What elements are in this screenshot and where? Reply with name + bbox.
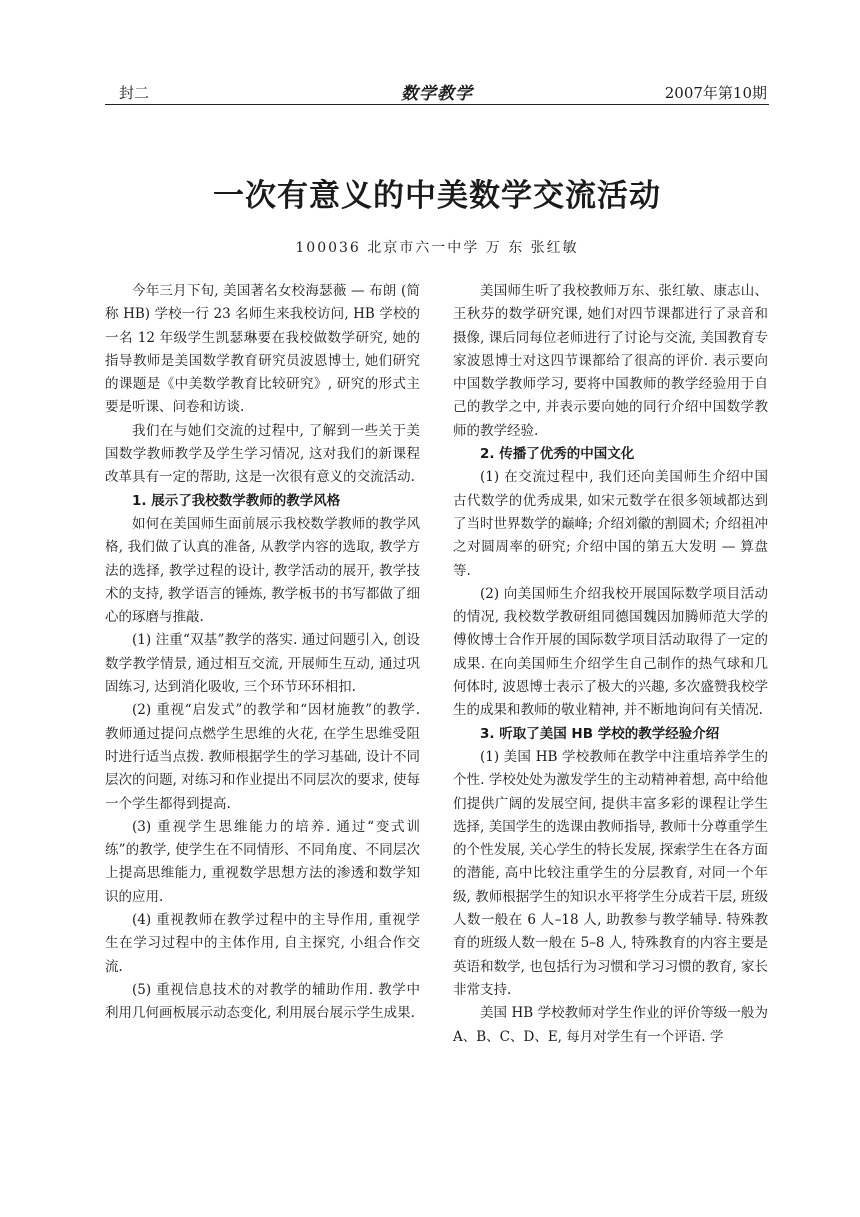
paragraph: 美国 HB 学校教师对学生作业的评价等级一般为 A、B、C、D、E, 每月对学生有一个评语. 学 [453,1005,768,1045]
section-heading: 3. 听取了美国 HB 学校的教学经验介绍 [480,725,720,742]
section-heading: 1. 展示了我校数学教师的教学风格 [132,492,341,509]
paragraph: (1) 在交流过程中, 我们还向美国师生介绍中国古代数学的优秀成果, 如宋元数学在很多领域都达到了当时世界数学的巅峰; 介绍刘徽的割圆术; 介绍祖冲之对圆周率的研究; 介绍中国的第五大发明 — 算盘等. [453,469,768,579]
paragraph: (1) 注重“双基”教学的落实. 通过问题引入, 创设数学教学情景, 通过相互交流, 开展师生互动, 通过巩固练习, 达到消化吸收, 三个环节环环相扣. [105,632,420,696]
paragraph: (3) 重视学生思维能力的培养. 通过“变式训练”的教学, 使学生在不同情形、不同角度、不同层次上提高思维能力, 重视数学思想方法的渗透和数学知识的应用. [105,818,420,905]
article-title: 一次有意义的中美数学交流活动 [213,178,661,214]
paragraph: 美国师生听了我校教师万东、张红敏、康志山、王秋芬的数学研究课, 她们对四节课都进行了录音和摄像, 课后同每位老师进行了讨论与交流, 美国教育专家波恩博士对这四节课都给了很高的评价. 表示要向中国数学教师学习, 要将中国教师的教学经验用于自己的教学之中, 并表示要向她的同行介绍中国数学教师的教学经验. [453,283,768,439]
paragraph: (2) 重视“启发式”的教学和“因材施教”的教学. 教师通过提问点燃学生思维的火花, 在学生思维受阻时进行适当点拨. 教师根据学生的学习基础, 设计不同层次的问题, 对练习和作业提出不同层次的要求, 使每一个学生都得到提高. [105,702,420,812]
paragraph: (5) 重视信息技术的对教学的辅助作用. 教学中利用几何画板展示动态变化, 利用展台展示学生成果. [105,981,420,1022]
article-byline: 100036 北京市六一中学 万 东 张红敏 [295,240,579,256]
left-column [105,280,420,1026]
paragraph: 如何在美国师生面前展示我校数学教师的教学风格, 我们做了认真的准备, 从教学内容的选取, 教学方法的选择, 教学过程的设计, 教学活动的展开, 教学技术的支持, 教学语言的锤炼, 教学板书的书写都做了细心的琢磨与推敲. [105,515,420,626]
paragraph: 我们在与她们交流的过程中, 了解到一些关于美国数学教师教学及学生学习情况, 这对我们的新课程改革具有一定的帮助, 这是一次很有意义的交流活动. [105,422,420,486]
right-column [453,280,768,1049]
paragraph: (2) 向美国师生介绍我校开展国际数学项目活动的情况, 我校数学教研组同德国魏因加腾师范大学的傅攸博士合作开展的国际数学项目活动取得了一定的成果. 在向美国师生介绍学生自己制作的热气球和几何体时, 波恩博士表示了极大的兴趣, 多次盛赞我校学生的成果和教师的敬业精神, 并不断地询问有关情况. [453,585,768,719]
paragraph: (1) 美国 HB 学校教师在教学中注重培养学生的个性. 学校处处为激发学生的主动精神着想, 高中给他们提供广阔的发展空间, 提供丰富多彩的课程让学生选择, 美国学生的选课由教师指导, 教师十分尊重学生的个性发展, 关心学生的特长发展, 探索学生在各方面的潜能, 高中比较注重学生的分层教育, 对同一个年级, 教师根据学生的知识水平将学生分成若干层, 班级人数一般在 6 人–18 人, 助教参与教学辅导. 特殊教育的班级人数一般在 5–8 人, 特殊教育的内容主要是英语和数学, 也包括行为习惯和学习习惯的教育, 家长非常支持. [453,748,768,998]
paragraph: 今年三月下旬, 美国著名女校海瑟薇 — 布朗 (简称 HB) 学校一行 23 名师生来我校访问, HB 学校的一名 12 年级学生凯瑟琳要在我校做数学研究, 她的指导教师是美国数学教育研究员波恩博士, 她们研究的课题是《中美数学教育比较研究》, 研究的形式主要是听课、问卷和访谈. [105,283,420,416]
header-page-label: 封二 [119,84,150,102]
paragraph: (4) 重视教师在教学过程中的主导作用, 重视学生在学习过程中的主体作用, 自主探究, 小组合作交流. [105,912,420,975]
journal-name: 数学教学 [401,84,473,104]
section-heading: 2. 传播了优秀的中国文化 [480,446,635,463]
running-header [105,78,769,105]
issue-info: 2007年第10期 [664,84,767,102]
